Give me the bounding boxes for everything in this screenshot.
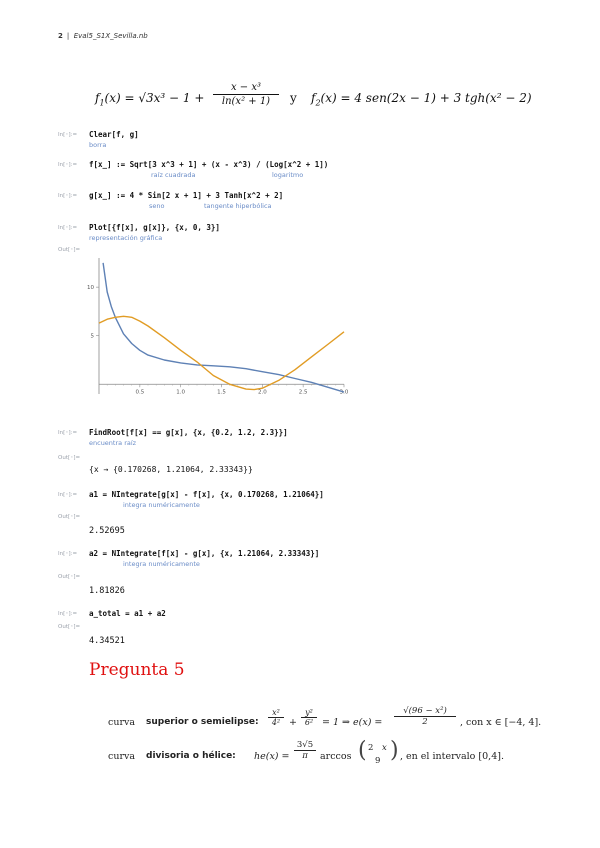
x-tick-label: 1.5 [217, 389, 226, 396]
semiellipse-label: superior o semielipse: [146, 717, 259, 727]
code-cell[interactable]: f[x_] := Sqrt[3 x^3 + 1] + (x - x^3) / (Log[x^2 + 1]) [89, 160, 329, 169]
plot [85, 252, 353, 412]
paren-left: ( [358, 738, 367, 763]
word-curva: curva [108, 751, 136, 762]
ellipse-domain: , con x ∈ [−4, 4]. [460, 717, 542, 728]
in-tag: In[◦]:= [58, 132, 78, 138]
ellipse-y-num: y² [301, 708, 317, 718]
arccos-label: arccos [320, 751, 352, 762]
x-tick-label: 1.0 [176, 389, 186, 396]
out-tag: Out[◦]= [58, 574, 81, 580]
f2-name: f [311, 91, 316, 105]
matrix-a: 2 [368, 743, 374, 753]
helix-den: π [302, 751, 308, 761]
code-note: representación gráfica [89, 234, 163, 242]
ellipse-x-num: x² [268, 708, 284, 718]
out-tag: Out[◦]= [58, 247, 81, 253]
plus-sign: + [289, 717, 297, 728]
f1-name: f [95, 91, 100, 105]
section-title: Pregunta 5 [89, 660, 185, 680]
f1-numerator: x − x³ [213, 82, 279, 95]
helix-line [108, 740, 548, 774]
in-tag: In[◦]:= [58, 611, 78, 617]
formula-line [95, 82, 535, 118]
cell-output: 4.34521 [89, 636, 125, 646]
code-note: encuentra raíz [89, 439, 137, 447]
code-note: integra numéricamente [123, 560, 200, 568]
semiellipse-line [108, 706, 548, 740]
out-tag: Out[◦]= [58, 455, 81, 461]
code-note: logaritmo [272, 171, 304, 179]
code-note: seno [149, 202, 165, 210]
page-number: 2 [58, 32, 63, 40]
f2-body: (x) = 4 sen(2x − 1) + 3 tgh(x² − 2) [320, 91, 532, 105]
x-tick-label: 2.0 [257, 389, 267, 396]
code-cell[interactable]: a_total = a1 + a2 [89, 609, 166, 618]
code-cell[interactable]: Clear[f, g] [89, 130, 139, 139]
helix-domain: , en el intervalo [0,4]. [400, 751, 504, 762]
code-note: borra [89, 141, 107, 149]
code-note: tangente hiperbólica [204, 202, 272, 210]
f1-body: (x) = √3x³ − 1 + [104, 91, 205, 105]
y-tick-label: 10 [87, 285, 94, 292]
matrix-c: 9 [375, 756, 381, 766]
helix-label: divisoria o hélice: [146, 751, 236, 761]
code-cell[interactable]: g[x_] := 4 * Sin[2 x + 1] + 3 Tanh[x^2 + 2] [89, 191, 284, 200]
code-note: raíz cuadrada [151, 171, 196, 179]
ellipse-sqrt: √(96 − x²) [394, 706, 456, 717]
ellipse-x-den: 4² [271, 718, 281, 727]
cell-output: 1.81826 [89, 586, 125, 596]
in-tag: In[◦]:= [58, 492, 78, 498]
f1-denominator: ln(x² + 1) [221, 96, 271, 107]
code-cell[interactable]: Plot[{f[x], g[x]}, {x, 0, 3}] [89, 223, 220, 232]
ellipse-y-den: 6² [304, 718, 314, 727]
y-tick-label: 5 [90, 333, 94, 340]
in-tag: In[◦]:= [58, 193, 78, 199]
page-header: 2 | Eval5_S1X_Sevilla.nb [58, 32, 148, 40]
file-name: Eval5_S1X_Sevilla.nb [73, 32, 148, 40]
out-tag: Out[◦]= [58, 624, 81, 630]
code-cell[interactable]: a1 = NIntegrate[g[x] - f[x], {x, 0.170268, 1.21064}] [89, 490, 324, 499]
in-tag: In[◦]:= [58, 225, 78, 231]
conjunction: y [290, 91, 297, 105]
f1-sub: 1 [99, 98, 105, 108]
code-cell[interactable]: FindRoot[f[x] == g[x], {x, {0.2, 1.2, 2.3}}] [89, 428, 288, 437]
helix-fn: he(x) = [254, 751, 290, 762]
cell-output: 2.52695 [89, 526, 125, 536]
cell-output: {x → {0.170268, 1.21064, 2.33343}} [89, 465, 253, 474]
ellipse-divisor: 2 [422, 717, 428, 727]
in-tag: In[◦]:= [58, 162, 78, 168]
in-tag: In[◦]:= [58, 551, 78, 557]
helix-num: 3√5 [294, 740, 316, 751]
series-line-2 [99, 316, 344, 389]
paren-right: ) [390, 738, 399, 763]
x-tick-label: 3.0 [339, 389, 349, 396]
word-curva: curva [108, 717, 136, 728]
matrix-b: x [382, 743, 387, 753]
in-tag: In[◦]:= [58, 430, 78, 436]
ellipse-result: = 1 ⇒ e(x) = [322, 717, 383, 728]
x-tick-label: 0.5 [135, 389, 145, 396]
series-line-1 [103, 263, 344, 392]
out-tag: Out[◦]= [58, 514, 81, 520]
code-note: integra numéricamente [123, 501, 200, 509]
code-cell[interactable]: a2 = NIntegrate[f[x] - g[x], {x, 1.21064, 2.33343}] [89, 549, 320, 558]
x-tick-label: 2.5 [298, 389, 308, 396]
f2-sub: 2 [315, 98, 321, 108]
